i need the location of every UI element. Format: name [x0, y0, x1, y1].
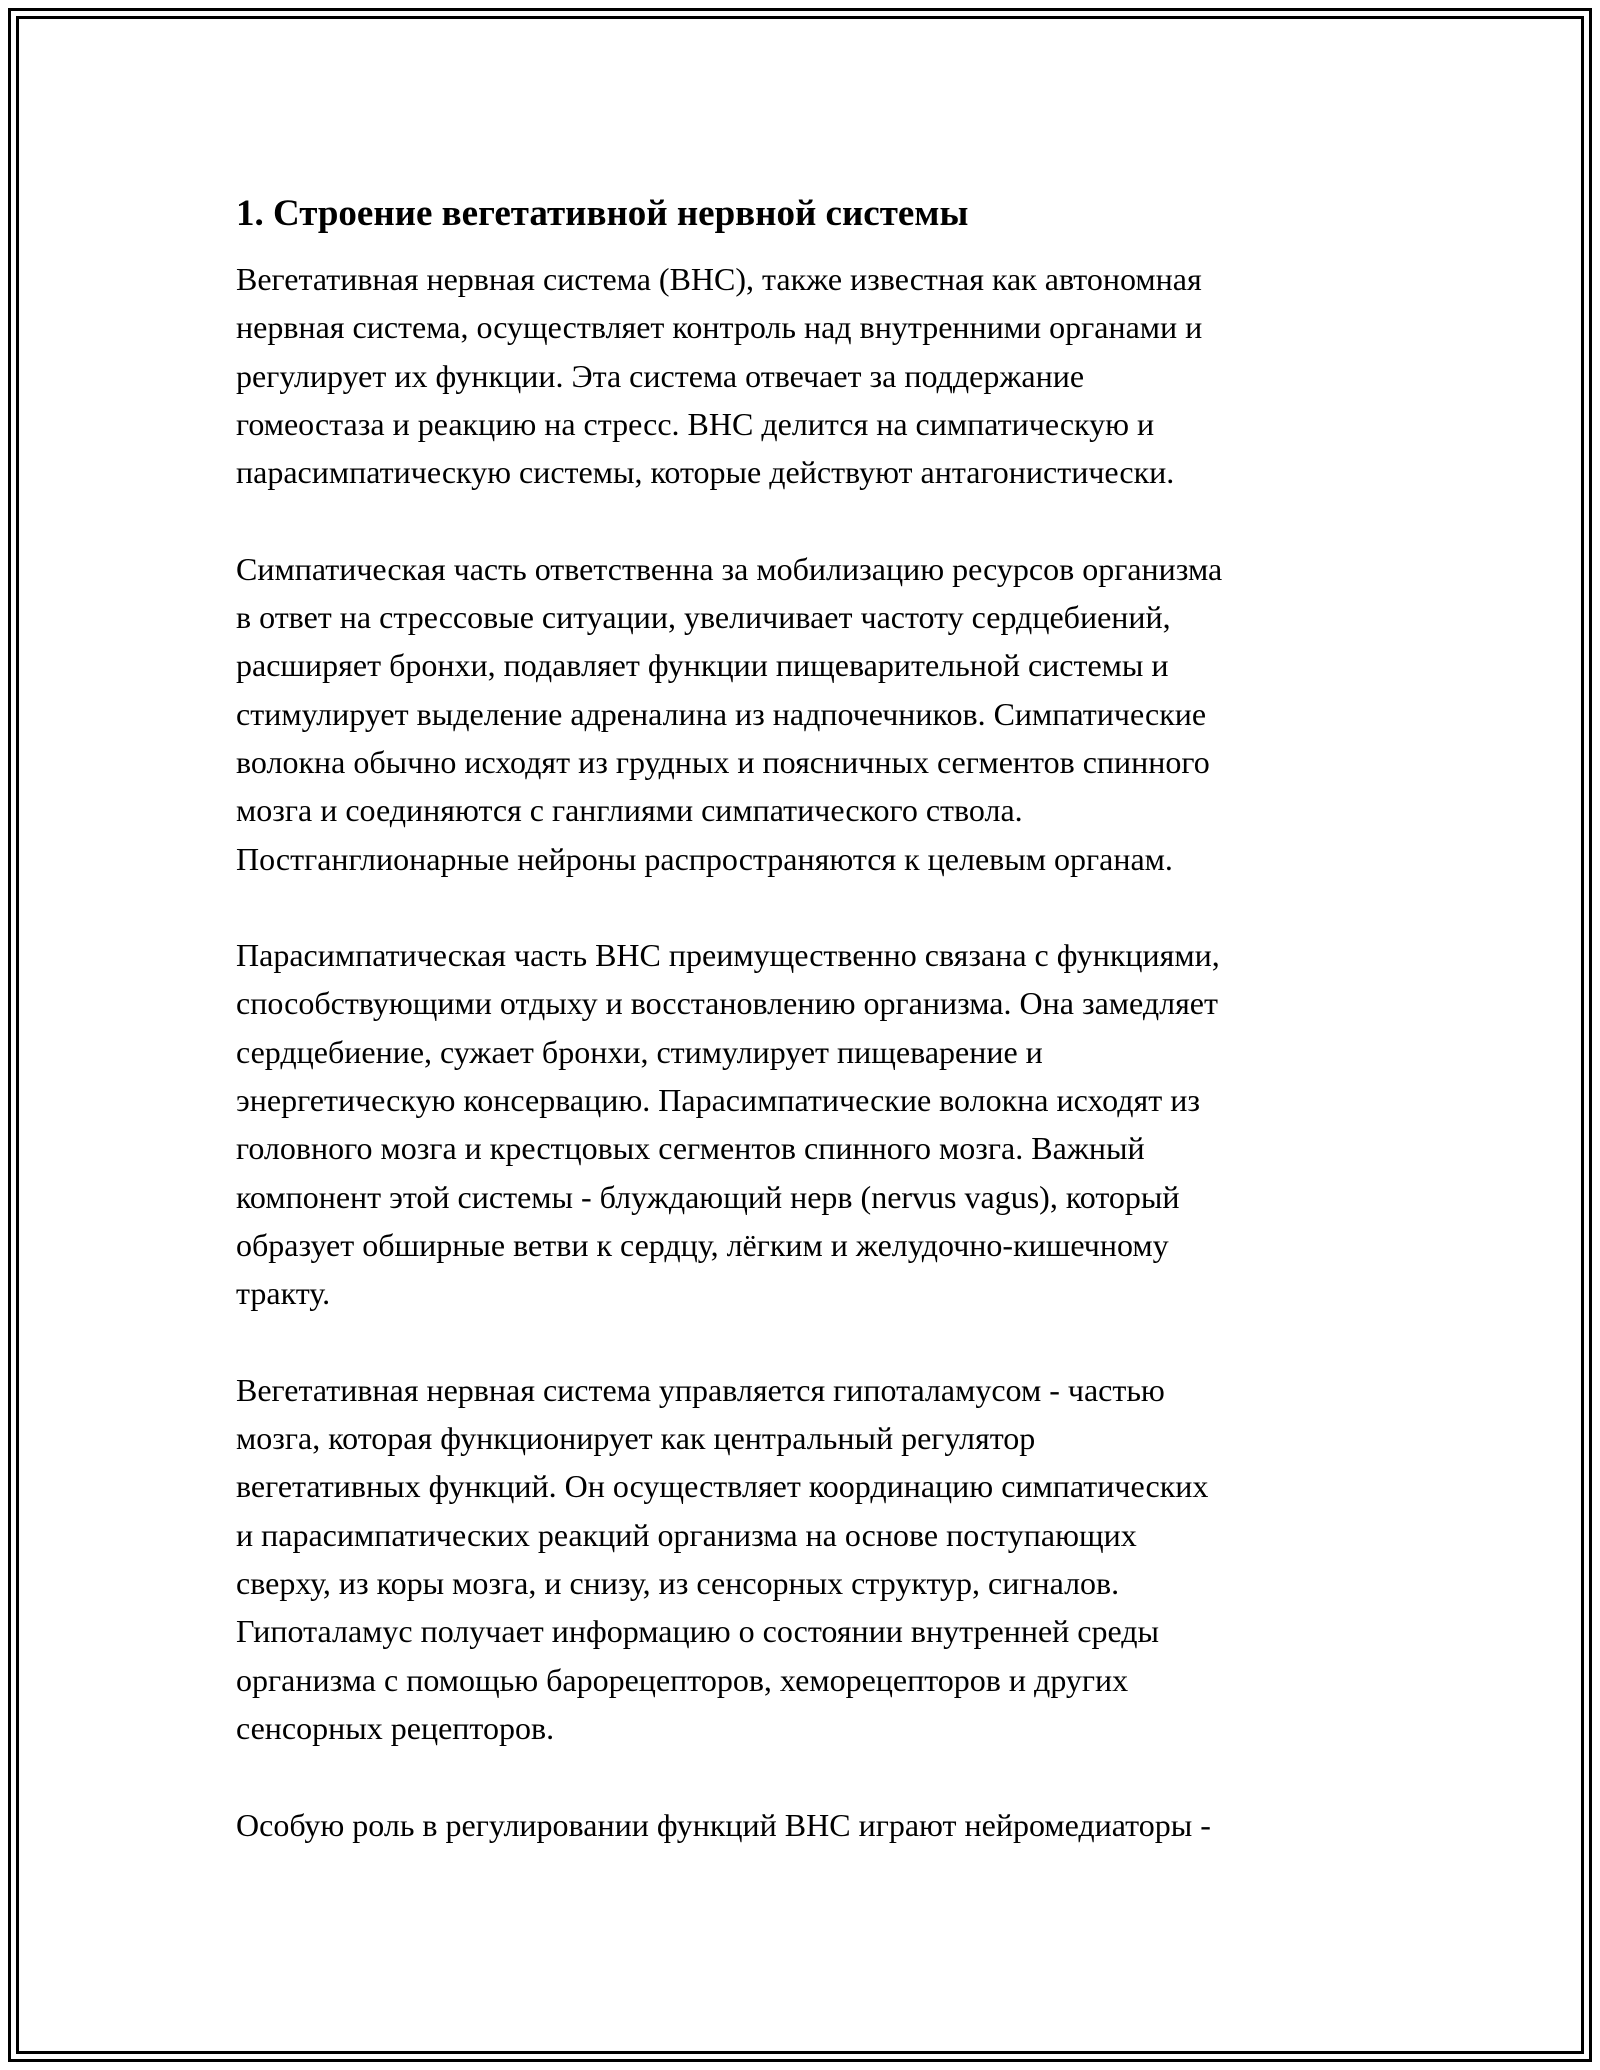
- text-line: энергетическую консервацию. Парасимпатические волокна исходят из: [236, 1082, 1200, 1119]
- text-line: вегетативных функций. Он осуществляет координацию симпатических: [236, 1468, 1209, 1505]
- text-line: стимулирует выделение адреналина из надпочечников. Симпатические: [236, 695, 1207, 732]
- text-line: организма с помощью барорецепторов, хеморецепторов и других: [236, 1661, 1129, 1698]
- text-line: в ответ на стрессовые ситуации, увеличивает частоту сердцебиений,: [236, 599, 1171, 636]
- text-line: сенсорных рецепторов.: [236, 1709, 555, 1746]
- text-line: мозга, которая функционирует как центральный регулятор: [236, 1420, 1036, 1457]
- text-line: способствующими отдыху и восстановлению организма. Она замедляет: [236, 985, 1218, 1022]
- text-line: Парасимпатическая часть ВНС преимущественно связана с функциями,: [236, 937, 1220, 974]
- text-line: Симпатическая часть ответственна за мобилизацию ресурсов организма: [236, 550, 1223, 587]
- text-line: гомеостаза и реакцию на стресс. ВНС делится на симпатическую и: [236, 405, 1155, 442]
- text-line: головного мозга и крестцовых сегментов спинного мозга. Важный: [236, 1130, 1145, 1167]
- document-body: [236, 185, 1376, 1897]
- text-line: расширяет бронхи, подавляет функции пищеварительной системы и: [236, 647, 1169, 684]
- text-line: и парасимпатических реакций организма на основе поступающих: [236, 1516, 1137, 1553]
- text-line: мозга и соединяются с ганглиями симпатического ствола.: [236, 792, 1023, 829]
- text-line: регулирует их функции. Эта система отвечает за поддержание: [236, 357, 1085, 394]
- text-line: Гипоталамус получает информацию о состоянии внутренней среды: [236, 1613, 1160, 1650]
- text-line: Особую роль в регулировании функций ВНС играют нейромедиаторы -: [236, 1806, 1211, 1843]
- text-line: Вегетативная нервная система (ВНС), также известная как автономная: [236, 261, 1202, 297]
- paragraph-2: [236, 545, 1376, 883]
- text-line: сердцебиение, сужает бронхи, стимулирует пищеварение и: [236, 1033, 1043, 1070]
- paragraph-3: [236, 931, 1376, 1317]
- paragraph-1: [236, 255, 1376, 496]
- paragraph-4: [236, 1366, 1376, 1752]
- section-heading: 1. Строение вегетативной нервной системы: [236, 193, 969, 234]
- text-line: Вегетативная нервная система управляется гипоталамусом - частью: [236, 1371, 1165, 1408]
- text-line: парасимпатическую системы, которые действуют антагонистически.: [236, 454, 1175, 491]
- text-line: волокна обычно исходят из грудных и поясничных сегментов спинного: [236, 743, 1210, 780]
- paragraph-5: [236, 1801, 1376, 1849]
- text-line: образует обширные ветви к сердцу, лёгким и желудочно-кишечному: [236, 1226, 1169, 1263]
- text-line: Постганглионарные нейроны распространяются к целевым органам.: [236, 840, 1173, 877]
- text-line: тракту.: [236, 1275, 331, 1312]
- text-line: компонент этой системы - блуждающий нерв (nervus vagus), который: [236, 1178, 1180, 1215]
- text-line: сверху, из коры мозга, и снизу, из сенсорных структур, сигналов.: [236, 1565, 1120, 1602]
- text-line: нервная система, осуществляет контроль над внутренними органами и: [236, 309, 1203, 346]
